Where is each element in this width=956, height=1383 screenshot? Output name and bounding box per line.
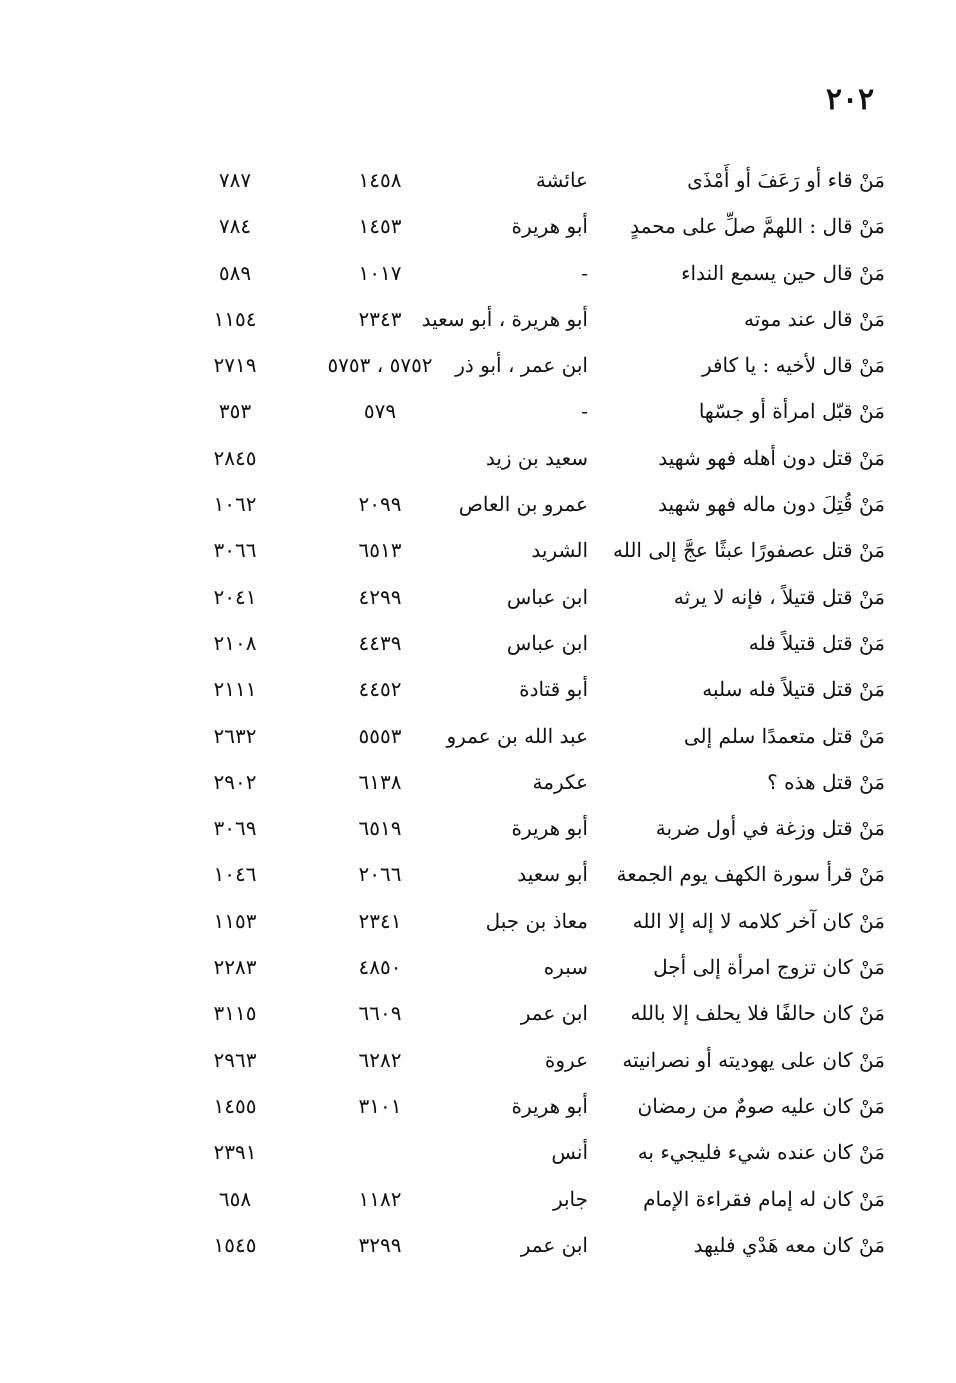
index-row: [180, 1040, 900, 1086]
index-row: [180, 1086, 900, 1132]
hadith-text: مَنْ قبّل امرأة أو جسّها: [698, 399, 885, 424]
hadith-text: مَنْ كان حالفًا فلا يحلف إلا بالله: [630, 1001, 885, 1026]
page-reference: ٥٨٩: [218, 260, 252, 285]
narrator: جابر: [552, 1186, 588, 1211]
narrator: معاذ بن جبل: [485, 908, 588, 933]
page-reference: ٢٦٣٢: [213, 723, 257, 748]
hadith-text: مَنْ كان عنده شيء فليجيء به: [637, 1140, 885, 1165]
index-row: [180, 669, 900, 715]
hadith-text: مَنْ كان معه هَدْي فليهد: [693, 1232, 885, 1257]
hadith-text: مَنْ قُتِلَ دون ماله فهو شهيد: [658, 492, 885, 517]
hadith-number: ٣١٠١: [358, 1093, 402, 1118]
index-row: [180, 391, 900, 437]
page-reference: ١٤٥٥: [213, 1093, 257, 1118]
page-reference: ٣٠٦٩: [213, 816, 257, 841]
hadith-text: مَنْ كان عليه صومٌ من رمضان: [637, 1093, 885, 1118]
hadith-number: ٣٢٩٩: [358, 1232, 402, 1257]
hadith-text: مَنْ قتل دون أهله فهو شهيد: [658, 445, 885, 470]
narrator: عكرمة: [532, 769, 588, 794]
hadith-text: مَنْ قتل وزغة في أول ضربة: [655, 816, 885, 841]
narrator: عائشة: [535, 168, 588, 192]
hadith-text: مَنْ قال حين يسمع النداء: [681, 260, 885, 285]
hadith-index-table: [180, 160, 900, 1271]
hadith-text: مَنْ قتل متعمدًا سلم إلى: [683, 723, 885, 748]
hadith-number: ١٠١٧: [358, 260, 402, 285]
hadith-number: ٦٢٨٢: [358, 1047, 402, 1072]
narrator: ابن عباس: [506, 584, 588, 609]
narrator: -: [581, 260, 588, 285]
hadith-number: ٢٠٩٩: [358, 492, 402, 517]
page-reference: ١١٥٤: [213, 306, 257, 331]
page-reference: ٦٥٨: [218, 1186, 252, 1211]
hadith-number: ١٤٥٨: [358, 168, 402, 192]
page-reference: ١٥٤٥: [213, 1232, 257, 1257]
hadith-number: ٥٥٥٣: [358, 723, 402, 748]
page-reference: ٢٢٨٣: [213, 955, 257, 980]
page-reference: ٧٨٤: [218, 214, 252, 239]
narrator: أبو هريرة: [511, 1093, 588, 1118]
hadith-text: مَنْ قال لأخيه : يا كافر: [701, 353, 885, 378]
index-row: [180, 253, 900, 299]
index-row: [180, 530, 900, 576]
narrator: -: [581, 399, 588, 424]
narrator: أبو هريرة ، أبو سعيد: [421, 306, 588, 331]
hadith-text: مَنْ قتل قتيلاً فله سلبه: [702, 677, 885, 702]
index-row: [180, 762, 900, 808]
page-reference: ١١٥٣: [213, 908, 257, 933]
index-row: [180, 577, 900, 623]
narrator: عبد الله بن عمرو: [446, 723, 588, 748]
hadith-number: ١٤٥٣: [358, 214, 402, 239]
index-row: [180, 716, 900, 762]
hadith-number: ٦١٣٨: [358, 769, 402, 794]
hadith-number: ٤٨٥٠: [358, 955, 402, 980]
page-reference: ٢١٠٨: [213, 630, 257, 655]
page-reference: ٣٥٣: [218, 399, 252, 424]
hadith-text: مَنْ قال عند موته: [744, 306, 885, 331]
hadith-text: مَنْ قتل قتيلاً فله: [748, 630, 885, 655]
index-row: [180, 1132, 900, 1178]
page-reference: ١٠٦٢: [213, 492, 257, 517]
hadith-text: مَنْ كان تزوج امرأة إلى أجل: [653, 955, 885, 980]
index-row: [180, 808, 900, 854]
index-row: [180, 438, 900, 484]
page-reference: ٣٠٦٦: [213, 538, 257, 563]
hadith-number: ٤٤٥٢: [358, 677, 402, 702]
page-reference: ٢٩٠٢: [213, 769, 257, 794]
hadith-text: مَنْ كان له إمام فقراءة الإمام: [643, 1186, 885, 1211]
index-row: [180, 160, 900, 206]
hadith-text: مَنْ قال : اللهمَّ صلِّ على محمدٍ: [630, 214, 885, 239]
hadith-text: مَنْ كان آخر كلامه لا إله إلا الله: [632, 908, 885, 933]
narrator: أنس: [551, 1140, 588, 1165]
index-row: [180, 1179, 900, 1225]
hadith-number: ٢٠٦٦: [358, 862, 402, 887]
narrator: عمرو بن العاص: [458, 492, 588, 517]
page-reference: ٢٧١٩: [213, 353, 257, 378]
hadith-number: ٦٦٠٩: [358, 1001, 402, 1026]
page-reference: ٢٨٤٥: [213, 445, 257, 470]
hadith-number: ٥٧٥٢ ، ٥٧٥٣: [327, 353, 433, 378]
narrator: ابن عباس: [506, 630, 588, 655]
hadith-text: مَنْ قاء أو رَعَفَ أو أَمْذَى: [687, 168, 885, 192]
narrator: سعيد بن زيد: [485, 445, 588, 470]
page-number: ٢٠٢: [825, 82, 875, 117]
hadith-number: ٦٥١٩: [358, 816, 402, 841]
page-reference: ٢١١١: [213, 677, 257, 702]
narrator: أبو هريرة: [511, 816, 588, 841]
hadith-number: ٢٣٤٣: [358, 306, 402, 331]
narrator: سبره: [543, 955, 588, 980]
page-reference: ٧٨٧: [218, 168, 252, 192]
index-row: [180, 623, 900, 669]
narrator: أبو قتادة: [519, 677, 588, 702]
hadith-number: ٦٥١٣: [358, 538, 402, 563]
narrator: ابن عمر ، أبو ذر: [455, 353, 588, 378]
page-reference: ٢٩٦٣: [213, 1047, 257, 1072]
hadith-number: ٤٢٩٩: [358, 584, 402, 609]
index-row: [180, 854, 900, 900]
hadith-text: مَنْ قرأ سورة الكهف يوم الجمعة: [616, 862, 885, 887]
index-row: [180, 947, 900, 993]
index-row: [180, 1225, 900, 1271]
index-row: [180, 206, 900, 252]
page-reference: ١٠٤٦: [213, 862, 257, 887]
hadith-text: مَنْ قتل عصفورًا عبثًا عجَّ إلى الله: [612, 538, 885, 563]
hadith-text: مَنْ كان على يهوديته أو نصرانيته: [622, 1047, 885, 1072]
page-reference: ٢٠٤١: [213, 584, 257, 609]
narrator: ابن عمر: [520, 1001, 588, 1026]
hadith-text: مَنْ قتل قتيلاً ، فإنه لا يرثه: [673, 584, 885, 609]
narrator: عروة: [544, 1047, 588, 1072]
hadith-text: مَنْ قتل هذه ؟: [767, 769, 885, 794]
index-row: [180, 345, 900, 391]
index-row: [180, 901, 900, 947]
narrator: الشريد: [531, 538, 588, 563]
narrator: ابن عمر: [520, 1232, 588, 1257]
index-row: [180, 299, 900, 345]
hadith-number: ١١٨٢: [358, 1186, 402, 1211]
page-reference: ٢٣٩١: [213, 1140, 257, 1165]
narrator: أبو سعيد: [517, 862, 588, 887]
hadith-number: ٤٤٣٩: [358, 630, 402, 655]
index-row: [180, 993, 900, 1039]
hadith-number: ٥٧٩: [363, 399, 397, 424]
index-row: [180, 484, 900, 530]
hadith-number: ٢٣٤١: [358, 908, 402, 933]
page-reference: ٣١١٥: [213, 1001, 257, 1026]
narrator: أبو هريرة: [511, 214, 588, 239]
